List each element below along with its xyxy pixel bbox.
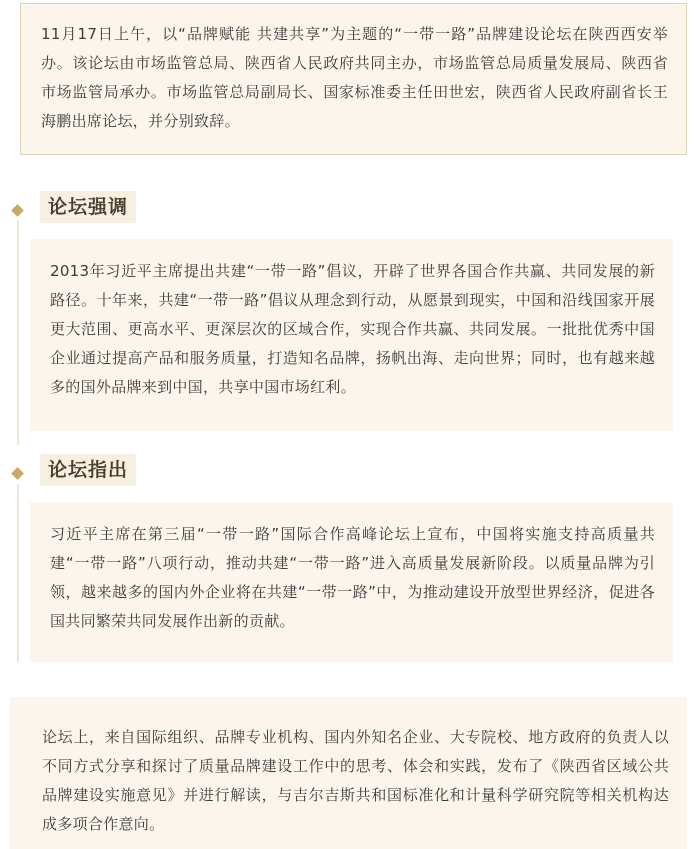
timeline-line	[17, 484, 19, 662]
intro-card	[20, 3, 687, 155]
section-card-emphasis	[30, 239, 673, 431]
timeline-diamond-icon	[11, 204, 24, 217]
closing-paragraph: 论坛上，来自国际组织、品牌专业机构、国内外知名企业、大专院校、地方政府的负责人以不同方式分享和探讨了质量品牌建设工作中的思考、体会和实践，发布了《陕西省区域公共品牌建设实施意见》并进行解读，与吉尔吉斯共和国标准化和计量科学研究院等相关机构达成多项合作意向。	[42, 728, 669, 833]
section-card-pointed-out	[30, 502, 673, 662]
section-paragraph-emphasis: 2013年习近平主席提出共建“一带一路”倡议，开辟了世界各国合作共赢、共同发展的新路径。十年来，共建“一带一路”倡议从理念到行动，从愿景到现实，中国和沿线国家开展更大范围、更高水平、更深层次的区域合作，实现合作共赢、共同发展。一批批优秀中国企业通过提高产品和服务质量，打造知名品牌，扬帆出海、走向世界；同时，也有越来越多的国外品牌来到中国，共享中国市场红利。	[50, 262, 655, 396]
intro-paragraph: 11月17日上午，以“品牌赋能 共建共享”为主题的“一带一路”品牌建设论坛在陕西西安举办。该论坛由市场监管总局、陕西省人民政府共同主办，市场监管总局质量发展局、陕西省市场监管局承办。市场监管总局副局长、国家标准委主任田世宏，陕西省人民政府副省长王海鹏出席论坛，并分别致辞。	[41, 25, 668, 130]
timeline-diamond-icon	[11, 467, 24, 480]
closing-card	[10, 697, 687, 849]
timeline-line	[17, 220, 19, 445]
section-paragraph-pointed-out: 习近平主席在第三届“一带一路”国际合作高峰论坛上宣布，中国将实施支持高质量共建“一带一路”八项行动，推动共建“一带一路”进入高质量发展新阶段。以质量品牌为引领，越来越多的国内外企业将在共建“一带一路”中，为推动建设开放型世界经济，促进各国共同繁荣共同发展作出新的贡献。	[50, 525, 655, 630]
section-heading-pointed-out: 论坛指出	[40, 454, 136, 486]
section-heading-emphasis: 论坛强调	[40, 191, 136, 223]
